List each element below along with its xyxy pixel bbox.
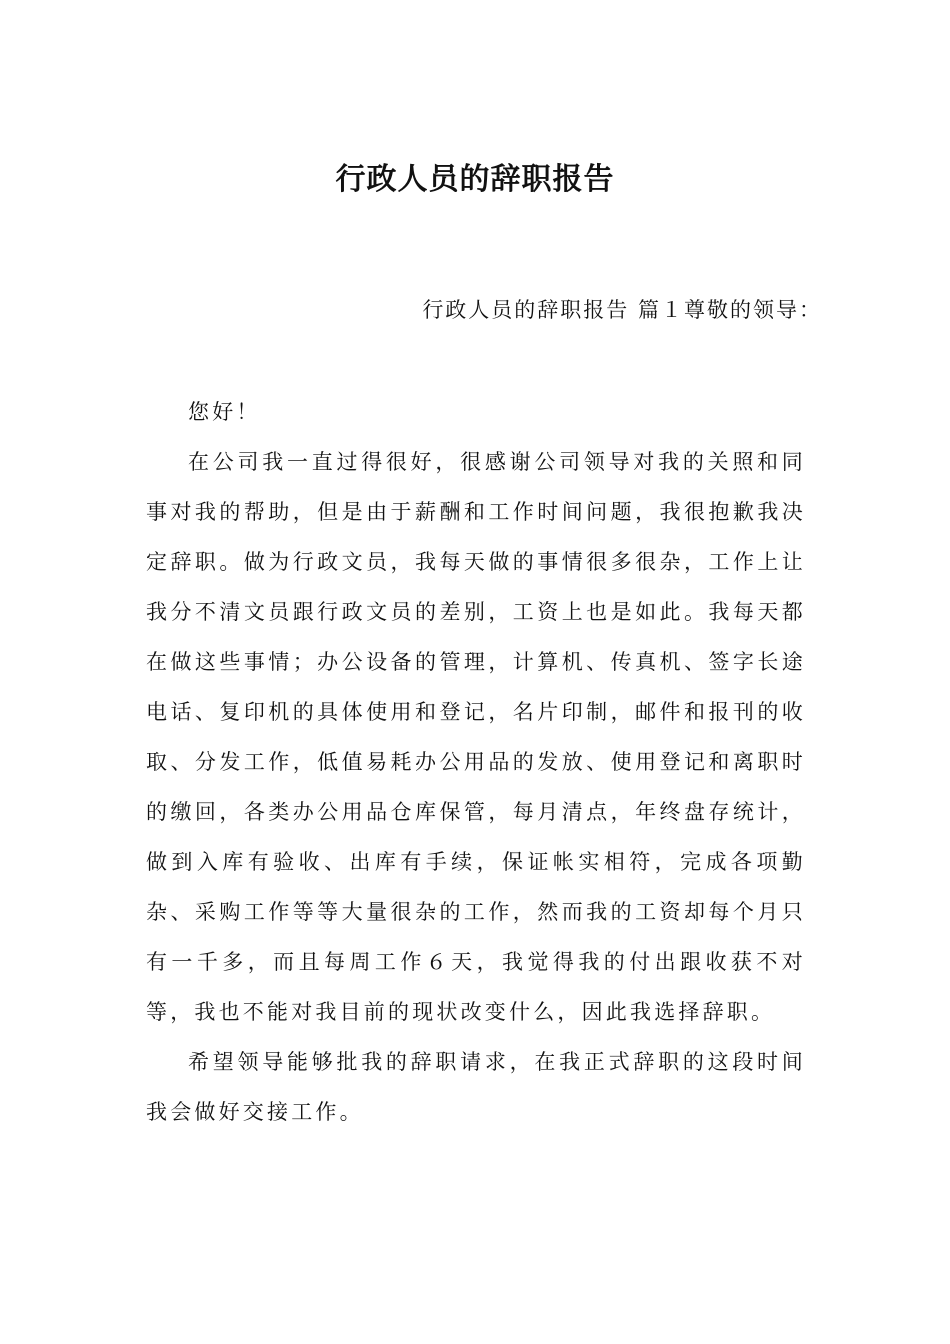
- section-heading: 行政人员的辞职报告 篇１尊敬的领导：: [422, 298, 822, 322]
- body-paragraph: 在公司我一直过得很好，很感谢公司领导对我的关照和同事对我的帮助，但是由于薪酬和工作时间问题，我很抱歉我决定辞职。做为行政文员，我每天做的事情很多很杂，工作上让我分不清文员跟行政文员的差别，工资上也是如此。我每天都在做这些事情；办公设备的管理，计算机、传真机、签字长途电话、复印机的具体使用和登记，名片印制，邮件和报刊的收取、分发工作，低值易耗办公用品的发放、使用登记和离职时的缴回，各类办公用品仓库保管，每月清点，年终盘存统计，做到入库有验收、出库有手续，保证帐实相符，完成各项勤杂、采购工作等等大量很杂的工作，然而我的工资却每个月只有一千多，而且每周工作６天，我觉得我的付出跟收获不对等，我也不能对我目前的现状改变什么，因此我选择辞职。: [146, 450, 806, 1024]
- closing-paragraph: 希望领导能够批我的辞职请求，在我正式辞职的这段时间我会做好交接工作。: [146, 1050, 806, 1124]
- document-title: 行政人员的辞职报告: [335, 162, 615, 197]
- document-body: [146, 387, 806, 1137]
- greeting-paragraph: 您好！: [188, 400, 261, 424]
